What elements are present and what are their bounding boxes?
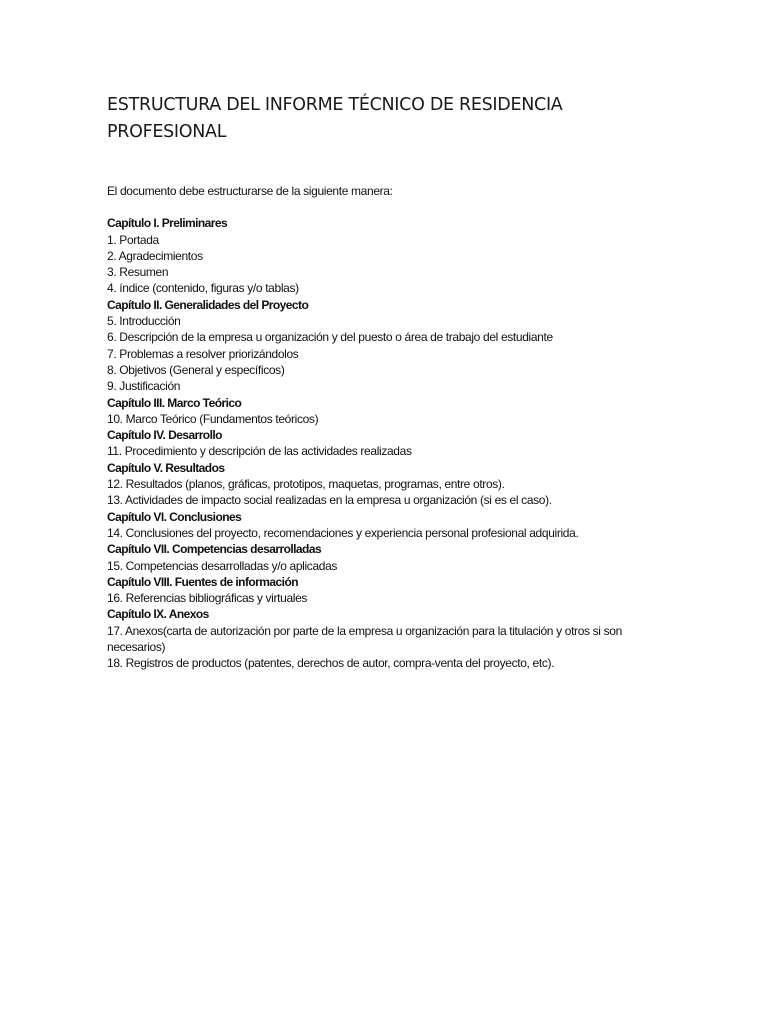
chapter-2 [107, 297, 627, 395]
chapter-5 [107, 460, 627, 509]
list-item: 10. Marco Teórico (Fundamentos teóricos) [107, 411, 319, 426]
list-item: 4. índice (contenido, figuras y/o tablas) [107, 281, 299, 296]
list-item: 17. Anexos(carta de autorización por parte de la empresa u organización para la titulación y otros si son necesarios) [107, 623, 622, 655]
chapter-heading: Capítulo III. Marco Teórico [107, 395, 242, 410]
chapter-4 [107, 427, 627, 460]
chapter-6 [107, 509, 627, 542]
list-item: 13. Actividades de impacto social realizadas en la empresa u organización (si es el caso). [107, 493, 552, 508]
chapter-heading: Capítulo IV. Desarrollo [107, 428, 222, 443]
intro-text: El documento debe estructurarse de la siguiente manera: [107, 184, 393, 198]
list-item: 15. Competencias desarrolladas y/o aplicadas [107, 558, 338, 573]
chapter-3 [107, 395, 627, 428]
chapter-7 [107, 541, 627, 574]
document-page [107, 92, 627, 672]
list-item: 8. Objetivos (General y específicos) [107, 362, 285, 377]
document-title-line-2: PROFESIONAL [107, 122, 227, 142]
list-item: 7. Problemas a resolver priorizándolos [107, 346, 299, 361]
chapter-list [107, 215, 627, 671]
list-item: 16. Referencias bibliográficas y virtuales [107, 591, 308, 606]
chapter-heading: Capítulo II. Generalidades del Proyecto [107, 297, 309, 312]
list-item: 3. Resumen [107, 265, 169, 280]
list-item: 1. Portada [107, 232, 159, 247]
document-title-line-1: ESTRUCTURA DEL INFORME TÉCNICO DE RESIDENCIA [107, 95, 563, 115]
document-title [107, 92, 627, 146]
list-item: 11. Procedimiento y descripción de las actividades realizadas [107, 444, 412, 459]
chapter-heading: Capítulo VII. Competencias desarrolladas [107, 542, 322, 557]
chapter-1 [107, 215, 627, 296]
chapter-heading: Capítulo VI. Conclusiones [107, 509, 242, 524]
chapter-heading: Capítulo V. Resultados [107, 460, 225, 475]
list-item: 14. Conclusiones del proyecto, recomendaciones y experiencia personal profesional adquirida. [107, 525, 579, 540]
list-item: 6. Descripción de la empresa u organización y del puesto o área de trabajo del estudiante [107, 330, 553, 345]
list-item: 9. Justificación [107, 379, 181, 394]
list-item: 12. Resultados (planos, gráficas, prototipos, maquetas, programas, entre otros). [107, 477, 505, 492]
chapter-9 [107, 606, 627, 671]
list-item: 5. Introducción [107, 314, 181, 329]
list-item: 18. Registros de productos (patentes, derechos de autor, compra-venta del proyecto, etc). [107, 656, 555, 671]
chapter-heading: Capítulo IX. Anexos [107, 607, 209, 622]
list-item: 2. Agradecimientos [107, 248, 203, 263]
chapter-heading: Capítulo I. Preliminares [107, 216, 228, 231]
chapter-heading: Capítulo VIII. Fuentes de información [107, 574, 299, 589]
chapter-8 [107, 574, 627, 607]
